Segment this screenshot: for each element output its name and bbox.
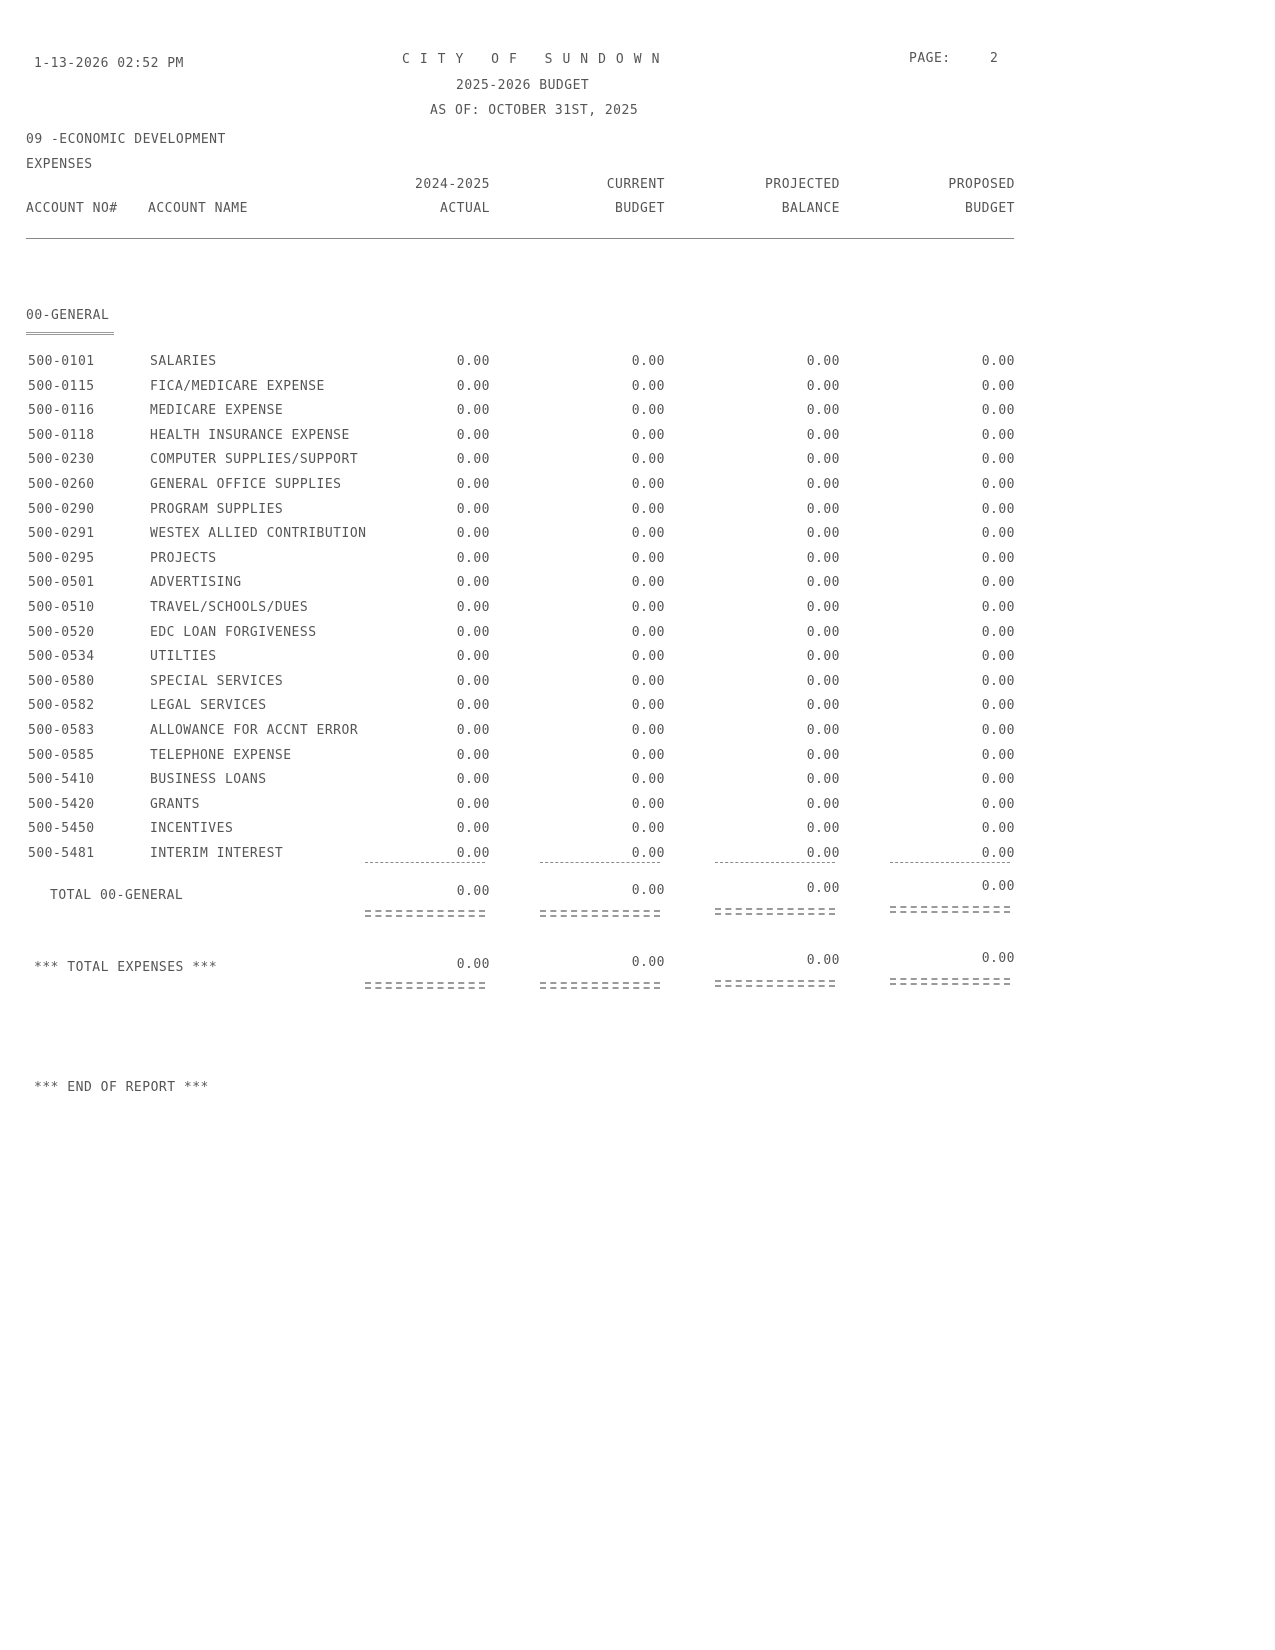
table-row <box>0 399 1275 424</box>
section-total-current: 0.00 <box>631 883 665 898</box>
account-number: 500-0295 <box>28 550 95 566</box>
col-projected-line1: PROJECTED <box>765 177 840 192</box>
table-row <box>0 596 1275 621</box>
actual-value: 0.00 <box>456 821 490 837</box>
actual-value: 0.00 <box>456 354 490 369</box>
account-name: LEGAL SERVICES <box>150 698 267 714</box>
projected-balance-value: 0.00 <box>806 501 840 517</box>
proposed-budget-value: 0.00 <box>981 501 1015 517</box>
current-budget-value: 0.00 <box>631 575 665 591</box>
col-proposed-line2: BUDGET <box>965 201 1015 216</box>
subtotal-rule <box>890 862 1010 863</box>
projected-balance-value: 0.00 <box>806 845 840 861</box>
actual-value: 0.00 <box>456 649 490 665</box>
current-budget-value: 0.00 <box>631 452 665 468</box>
proposed-budget-value: 0.00 <box>981 796 1015 812</box>
actual-value: 0.00 <box>456 747 490 763</box>
account-name: WESTEX ALLIED CONTRIBUTION <box>150 526 367 542</box>
table-row <box>0 719 1275 744</box>
table-row <box>0 424 1275 449</box>
current-budget-value: 0.00 <box>631 722 665 738</box>
table-row <box>0 694 1275 719</box>
proposed-budget-value: 0.00 <box>981 772 1015 788</box>
account-number: 500-0118 <box>28 427 95 443</box>
grand-total-proposed: 0.00 <box>981 951 1015 966</box>
actual-value: 0.00 <box>456 427 490 443</box>
projected-balance-value: 0.00 <box>806 599 840 615</box>
current-budget-value: 0.00 <box>631 821 665 837</box>
col-current-line2: BUDGET <box>615 201 665 216</box>
account-name: PROGRAM SUPPLIES <box>150 501 284 517</box>
account-number: 500-0230 <box>28 452 95 468</box>
actual-value: 0.00 <box>456 403 490 419</box>
current-budget-value: 0.00 <box>631 403 665 419</box>
section-total-projected: 0.00 <box>806 881 840 896</box>
projected-balance-value: 0.00 <box>806 452 840 468</box>
table-row <box>0 744 1275 769</box>
header-rule <box>26 238 1014 239</box>
account-number: 500-0520 <box>28 624 95 640</box>
account-number: 500-0291 <box>28 526 95 542</box>
actual-value: 0.00 <box>456 673 490 689</box>
current-budget-value: 0.00 <box>631 354 665 369</box>
section-total-proposed: 0.00 <box>981 879 1015 894</box>
actual-value: 0.00 <box>456 575 490 591</box>
actual-value: 0.00 <box>456 526 490 542</box>
grand-total-double-rule <box>365 982 485 989</box>
account-number: 500-0501 <box>28 575 95 591</box>
account-name: GRANTS <box>150 796 200 812</box>
account-name: HEALTH INSURANCE EXPENSE <box>150 427 350 443</box>
current-budget-value: 0.00 <box>631 796 665 812</box>
table-row <box>0 522 1275 547</box>
account-name: FICA/MEDICARE EXPENSE <box>150 378 325 394</box>
page-label: PAGE: <box>909 51 951 66</box>
current-budget-value: 0.00 <box>631 501 665 517</box>
account-name: BUSINESS LOANS <box>150 772 267 788</box>
table-row <box>0 621 1275 646</box>
proposed-budget-value: 0.00 <box>981 427 1015 443</box>
table-row <box>0 498 1275 523</box>
subtotal-rule <box>365 862 485 863</box>
account-number: 500-0585 <box>28 747 95 763</box>
projected-balance-value: 0.00 <box>806 526 840 542</box>
account-name: INTERIM INTEREST <box>150 845 284 861</box>
proposed-budget-value: 0.00 <box>981 673 1015 689</box>
projected-balance-value: 0.00 <box>806 673 840 689</box>
table-row <box>0 645 1275 670</box>
current-budget-value: 0.00 <box>631 747 665 763</box>
col-current-line1: CURRENT <box>606 177 665 192</box>
actual-value: 0.00 <box>456 501 490 517</box>
projected-balance-value: 0.00 <box>806 575 840 591</box>
actual-value: 0.00 <box>456 698 490 714</box>
subtotal-rule <box>715 862 835 863</box>
current-budget-value: 0.00 <box>631 550 665 566</box>
account-name: TELEPHONE EXPENSE <box>150 747 292 763</box>
account-name: PROJECTS <box>150 550 217 566</box>
table-row <box>0 473 1275 498</box>
current-budget-value: 0.00 <box>631 673 665 689</box>
current-budget-value: 0.00 <box>631 772 665 788</box>
current-budget-value: 0.00 <box>631 845 665 861</box>
projected-balance-value: 0.00 <box>806 427 840 443</box>
proposed-budget-value: 0.00 <box>981 821 1015 837</box>
projected-balance-value: 0.00 <box>806 354 840 369</box>
actual-value: 0.00 <box>456 722 490 738</box>
projected-balance-value: 0.00 <box>806 821 840 837</box>
section-underline <box>26 332 114 335</box>
proposed-budget-value: 0.00 <box>981 747 1015 763</box>
report-datetime: 1-13-2026 02:52 PM <box>34 56 184 71</box>
col-actual-line2: ACTUAL <box>440 201 490 216</box>
proposed-budget-value: 0.00 <box>981 624 1015 640</box>
account-name: ALLOWANCE FOR ACCNT ERROR <box>150 722 359 738</box>
proposed-budget-value: 0.00 <box>981 649 1015 665</box>
table-row <box>0 817 1275 842</box>
projected-balance-value: 0.00 <box>806 550 840 566</box>
as-of-date: AS OF: OCTOBER 31ST, 2025 <box>430 103 639 118</box>
table-row <box>0 375 1275 400</box>
table-row <box>0 350 1275 375</box>
col-proposed-line1: PROPOSED <box>948 177 1015 192</box>
col-account-no: ACCOUNT NO# <box>26 201 118 216</box>
grand-total-actual: 0.00 <box>456 957 490 972</box>
entity-name: CITY OF SUNDOWN <box>402 52 670 67</box>
projected-balance-value: 0.00 <box>806 698 840 714</box>
account-number: 500-0534 <box>28 649 95 665</box>
actual-value: 0.00 <box>456 452 490 468</box>
account-number: 500-0580 <box>28 673 95 689</box>
projected-balance-value: 0.00 <box>806 796 840 812</box>
account-name: ADVERTISING <box>150 575 242 591</box>
actual-value: 0.00 <box>456 845 490 861</box>
account-rows <box>0 350 1275 866</box>
total-double-rule <box>715 908 835 915</box>
account-number: 500-0510 <box>28 599 95 615</box>
current-budget-value: 0.00 <box>631 698 665 714</box>
proposed-budget-value: 0.00 <box>981 476 1015 492</box>
proposed-budget-value: 0.00 <box>981 845 1015 861</box>
account-name: GENERAL OFFICE SUPPLIES <box>150 476 342 492</box>
proposed-budget-value: 0.00 <box>981 698 1015 714</box>
department-name: 09 -ECONOMIC DEVELOPMENT <box>26 132 226 147</box>
current-budget-value: 0.00 <box>631 624 665 640</box>
proposed-budget-value: 0.00 <box>981 550 1015 566</box>
grand-total-projected: 0.00 <box>806 953 840 968</box>
actual-value: 0.00 <box>456 796 490 812</box>
budget-title: 2025-2026 BUDGET <box>456 78 590 93</box>
actual-value: 0.00 <box>456 476 490 492</box>
proposed-budget-value: 0.00 <box>981 403 1015 419</box>
actual-value: 0.00 <box>456 772 490 788</box>
table-row <box>0 547 1275 572</box>
account-number: 500-0583 <box>28 722 95 738</box>
current-budget-value: 0.00 <box>631 599 665 615</box>
proposed-budget-value: 0.00 <box>981 575 1015 591</box>
proposed-budget-value: 0.00 <box>981 378 1015 394</box>
category-name: EXPENSES <box>26 157 93 172</box>
current-budget-value: 0.00 <box>631 526 665 542</box>
grand-total-double-rule <box>890 978 1010 985</box>
current-budget-value: 0.00 <box>631 649 665 665</box>
proposed-budget-value: 0.00 <box>981 526 1015 542</box>
table-row <box>0 670 1275 695</box>
account-number: 500-0260 <box>28 476 95 492</box>
account-name: UTILTIES <box>150 649 217 665</box>
account-number: 500-5410 <box>28 772 95 788</box>
account-number: 500-0116 <box>28 403 95 419</box>
account-name: COMPUTER SUPPLIES/SUPPORT <box>150 452 359 468</box>
total-double-rule <box>365 910 485 917</box>
account-name: SALARIES <box>150 354 217 369</box>
proposed-budget-value: 0.00 <box>981 354 1015 369</box>
grand-total-label: *** TOTAL EXPENSES *** <box>34 960 218 975</box>
total-double-rule <box>890 906 1010 913</box>
col-actual-year: 2024-2025 <box>415 177 490 192</box>
account-name: EDC LOAN FORGIVENESS <box>150 624 317 640</box>
account-number: 500-0582 <box>28 698 95 714</box>
account-number: 500-0115 <box>28 378 95 394</box>
actual-value: 0.00 <box>456 599 490 615</box>
account-name: SPECIAL SERVICES <box>150 673 284 689</box>
account-name: MEDICARE EXPENSE <box>150 403 284 419</box>
account-name: INCENTIVES <box>150 821 234 837</box>
current-budget-value: 0.00 <box>631 476 665 492</box>
account-number: 500-0290 <box>28 501 95 517</box>
projected-balance-value: 0.00 <box>806 772 840 788</box>
section-title: 00-GENERAL <box>26 308 110 323</box>
proposed-budget-value: 0.00 <box>981 722 1015 738</box>
grand-total-current: 0.00 <box>631 955 665 970</box>
table-row <box>0 768 1275 793</box>
end-of-report: *** END OF REPORT *** <box>34 1080 209 1095</box>
actual-value: 0.00 <box>456 378 490 394</box>
total-double-rule <box>540 910 660 917</box>
projected-balance-value: 0.00 <box>806 747 840 763</box>
projected-balance-value: 0.00 <box>806 649 840 665</box>
projected-balance-value: 0.00 <box>806 378 840 394</box>
col-account-name: ACCOUNT NAME <box>148 201 248 216</box>
account-number: 500-0101 <box>28 354 95 369</box>
projected-balance-value: 0.00 <box>806 722 840 738</box>
table-row <box>0 793 1275 818</box>
proposed-budget-value: 0.00 <box>981 452 1015 468</box>
section-total-actual: 0.00 <box>456 884 490 899</box>
account-name: TRAVEL/SCHOOLS/DUES <box>150 599 309 615</box>
account-number: 500-5450 <box>28 821 95 837</box>
current-budget-value: 0.00 <box>631 378 665 394</box>
table-row <box>0 571 1275 596</box>
current-budget-value: 0.00 <box>631 427 665 443</box>
subtotal-rule <box>540 862 660 863</box>
grand-total-double-rule <box>715 980 835 987</box>
col-projected-line2: BALANCE <box>781 201 840 216</box>
projected-balance-value: 0.00 <box>806 403 840 419</box>
proposed-budget-value: 0.00 <box>981 599 1015 615</box>
section-total-label: TOTAL 00-GENERAL <box>50 888 184 903</box>
account-number: 500-5420 <box>28 796 95 812</box>
actual-value: 0.00 <box>456 550 490 566</box>
table-row <box>0 448 1275 473</box>
projected-balance-value: 0.00 <box>806 476 840 492</box>
grand-total-double-rule <box>540 982 660 989</box>
actual-value: 0.00 <box>456 624 490 640</box>
projected-balance-value: 0.00 <box>806 624 840 640</box>
page-number: 2 <box>990 51 999 66</box>
account-number: 500-5481 <box>28 845 95 861</box>
